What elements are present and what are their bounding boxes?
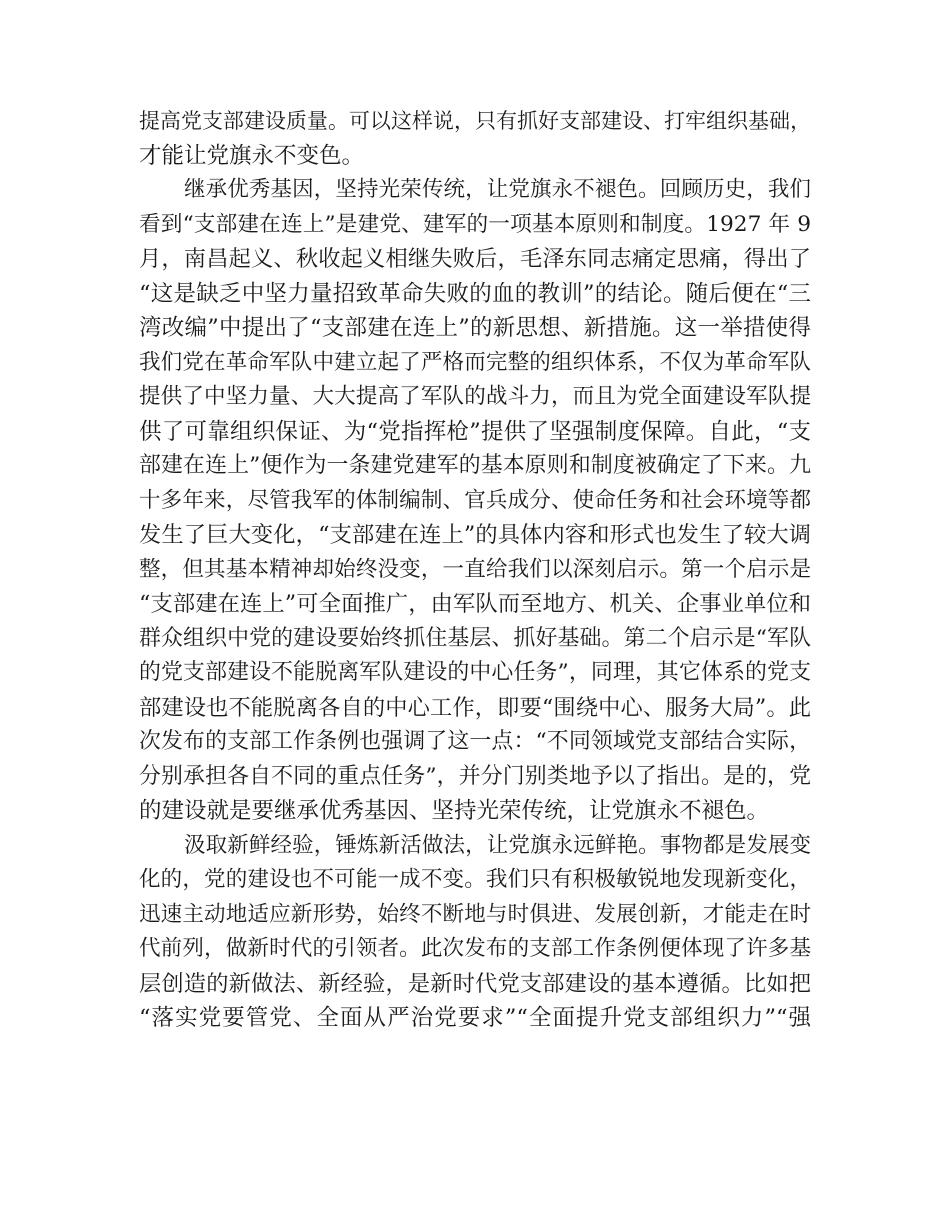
text-line: 部建设也不能脱离各自的中心工作，即要“围绕中心、服务大局”。此 (139, 694, 811, 721)
text-line: 化的，党的建设也不可能一成不变。我们只有积极敏锐地发现新变化， (139, 867, 811, 892)
text-line: 才能让党旗永不变色。 (139, 142, 365, 169)
text-line: 发生了巨大变化，“支部建在连上”的具体内容和形式也发生了较大调 (139, 522, 811, 548)
text-line: 分别承担各自不同的重点任务”，并分门别类地予以了指出。是的，党 (139, 763, 811, 789)
text-line: 迅速主动地适应新形势，始终不断地与时俱进、发展创新，才能走在时 (139, 901, 811, 927)
text-line: “落实党要管党、全面从严治党要求”“全面提升党支部组织力”“强 (139, 1005, 811, 1031)
text-line: “支部建在连上”可全面推广，由军队而至地方、机关、企事业单位和 (139, 591, 811, 617)
text-line: 代前列，做新时代的引领者。此次发布的支部工作条例便体现了许多基 (139, 936, 811, 961)
text-line: 月，南昌起义、秋收起义相继失败后，毛泽东同志痛定思痛，得出了 (139, 246, 811, 272)
text-line: 提高党支部建设质量。可以这样说，只有抓好支部建设、打牢组织基础， (139, 109, 811, 133)
text-line: 的建设就是要继承优秀基因、坚持光荣传统，让党旗永不褪色。 (139, 798, 770, 824)
paragraph-start-line: 汲取新鲜经验，锤炼新活做法，让党旗永远鲜艳。事物都是发展变 (184, 832, 811, 858)
text-line: 次发布的支部工作条例也强调了这一点：“不同领域党支部结合实际， (139, 729, 811, 754)
text-line: 提供了中坚力量、大大提高了军队的战斗力，而且为党全面建设军队提 (139, 384, 811, 409)
text-line: 我们党在革命军队中建立起了严格而完整的组织体系，不仅为革命军队 (139, 349, 811, 375)
text-line: 的党支部建设不能脱离军队建设的中心任务”，同理，其它体系的党支 (139, 660, 811, 685)
text-line: 部建在连上”便作为一条建党建军的基本原则和制度被确定了下来。九 (139, 453, 811, 478)
text-line: 供了可靠组织保证、为“党指挥枪”提供了坚强制度保障。自此，“支 (139, 418, 811, 445)
paragraph-start-line: 继承优秀基因，坚持光荣传统，让党旗永不褪色。回顾历史，我们 (184, 177, 811, 202)
text-line: “这是缺乏中坚力量招致革命失败的血的教训”的结论。随后便在“三 (139, 280, 811, 307)
text-line: 湾改编”中提出了“支部建在连上”的新思想、新措施。这一举措使得 (139, 315, 811, 341)
text-line: 十多年来，尽管我军的体制编制、官兵成分、使命任务和社会环境等都 (139, 487, 811, 513)
text-line: 群众组织中党的建设要始终抓住基层、抓好基础。第二个启示是“军队 (139, 625, 811, 651)
text-line: 层创造的新做法、新经验，是新时代党支部建设的基本遵循。比如把 (139, 970, 811, 997)
text-line: 看到“支部建在连上”是建党、建军的一项基本原则和制度。1927 年 9 (139, 211, 811, 237)
body-text (139, 104, 811, 1036)
text-line: 整，但其基本精神却始终没变，一直给我们以深刻启示。第一个启示是 (139, 556, 811, 582)
